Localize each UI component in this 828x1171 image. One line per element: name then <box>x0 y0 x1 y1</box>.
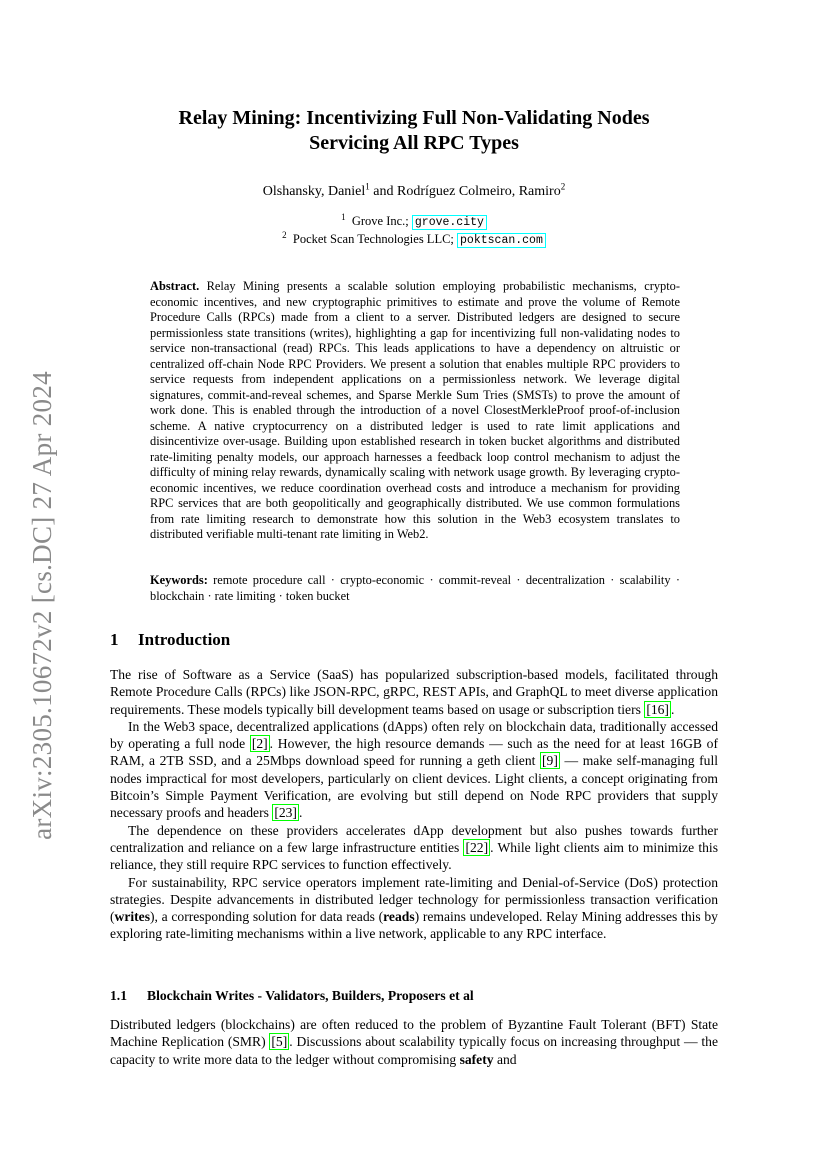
citation-link[interactable]: [22] <box>465 839 489 855</box>
text-run: ) remains undeveloped. Relay Mining addresses this by exploring rate-limiting mechanisms within a live network, applicable to any RPC interface. <box>110 909 718 942</box>
text-run: ), a corresponding solution for data reads ( <box>150 909 384 925</box>
citation-link[interactable]: [23] <box>274 805 297 821</box>
affiliations <box>110 213 718 249</box>
text-run: and <box>493 1051 517 1067</box>
affil-1-text: Grove Inc.; <box>351 214 412 228</box>
text-run: The rise of Software as a Service (SaaS) has popularized subscription-based models, facilitated through Remote Procedure Calls (RPCs) like JSON-RPC, gRPC, REST APIs, and GraphQL to meet diverse application requirements. These models typically bill development teams based on usage or subscription tiers <box>110 667 718 717</box>
affil-1-mark: 1 <box>341 211 346 222</box>
arxiv-sidebar <box>22 360 62 850</box>
citation-link[interactable]: [9] <box>542 753 558 769</box>
introduction-body <box>110 666 718 943</box>
section-number: 1 <box>110 630 119 649</box>
section-title: Introduction <box>138 630 231 649</box>
abstract <box>150 279 680 543</box>
affil-2-text: Pocket Scan Technologies LLC; <box>292 232 458 246</box>
author-list <box>110 181 718 200</box>
title-line-1: Relay Mining: Incentivizing Full Non-Validating Nodes <box>178 107 650 129</box>
author-2: Rodríguez Colmeiro, Ramiro <box>397 184 561 199</box>
affiliation-1 <box>110 213 718 231</box>
text-run: Distributed ledgers (blockchains) are often reduced to the problem of Byzantine Fault Tolerant (BFT) State Machine Replication (SMR) <box>110 1017 718 1050</box>
citation-link[interactable]: [2] <box>251 736 268 752</box>
bold-term: writes <box>114 909 151 925</box>
arxiv-identifier: arXiv:2305.10672v2 [cs.DC] 27 Apr 2024 <box>26 370 57 840</box>
text-run: For sustainability, RPC service operators implement rate-limiting and Denial-of-Service (DoS) protection strategies. Despite advancements in distributed ledger technology for permissionless transaction verification ( <box>110 874 718 925</box>
bold-term: safety <box>459 1051 494 1067</box>
paragraph <box>110 874 718 943</box>
affiliation-2 <box>110 231 718 249</box>
paragraph <box>110 1016 718 1068</box>
citation-link[interactable]: [16] <box>646 701 669 717</box>
subsection-number: 1.1 <box>110 988 127 1003</box>
text-run: . <box>670 701 675 717</box>
affil-1-link[interactable]: grove.city <box>412 215 487 230</box>
subsection-heading-blockchain-writes <box>110 988 474 1004</box>
section-heading-introduction <box>110 630 230 650</box>
text-run: The dependence on these providers accelerates dApp development but also pushes towards further centralization and reliance on a few large infrastructure entities <box>110 822 718 855</box>
author-1: Olshansky, Daniel <box>262 184 366 199</box>
text-run: . However, the high resource demands — such as the need for at least 16GB of RAM, a 2TB SSD, and a 25Mbps download speed for running a geth client <box>110 736 718 769</box>
keywords <box>150 573 680 604</box>
text-run: — make self-managing full nodes impractical for most developers, particularly on client devices. Light clients, a concept originating from Bitcoin’s Simple Payment Verification, are evolving but still depend on Node RPC providers that supply necessary proofs and headers <box>110 753 719 821</box>
subsection-title: Blockchain Writes - Validators, Builders, Proposers et al <box>147 988 474 1003</box>
text-run: . While light clients aim to minimize this reliance, they still require RPC services to function effectively. <box>110 839 718 873</box>
paragraph <box>110 718 718 822</box>
affil-2-link[interactable]: poktscan.com <box>457 233 546 248</box>
keywords-label: Keywords: <box>150 573 208 587</box>
author-1-affil-mark: 1 <box>365 181 370 192</box>
paper-title <box>110 106 718 156</box>
citation-link[interactable]: [5] <box>271 1034 288 1050</box>
abstract-label: Abstract. <box>150 279 200 293</box>
text-run: . Discussions about scalability typically focus on increasing throughput — the capacity to write more data to the ledger without compromising <box>110 1034 719 1067</box>
paragraph <box>110 666 718 718</box>
title-line-2: Servicing All RPC Types <box>309 132 519 154</box>
author-2-affil-mark: 2 <box>560 181 566 192</box>
bold-term: reads <box>383 909 415 925</box>
paragraph <box>110 822 718 874</box>
abstract-text: Relay Mining presents a scalable solution employing probabilistic mechanisms, crypto-economic incentives, and new cryptographic primitives to estimate and prove the volume of Remote Procedure Calls (RPCs) made from a client to a server. Distributed ledgers are designed to secure permissionless state transitions (writes), highlighting a gap for incentivizing full non-validating nodes to service non-transactional (read) RPCs. This leads applications to have a dependency on altruistic or centralized off-chain Node RPC Providers. We present a solution that enables multiple RPC providers to service requests from independent applications on a permissionless network. We leverage digital signatures, commit-and-reveal schemes, and Sparse Merkle Sum Tries (SMSTs) to prove the amount of work done. This is enabled through the introduction of a novel ClosestMerkleProof proof-of-inclusion scheme. A native cryptocurrency on a distributed ledger is used to rate limit applications and disincentivize over-usage. Building upon established research in token bucket algorithms and distributed rate-limiting penalty models, our approach harnesses a feedback loop control mechanism to adjust the difficulty of mining relay rewards, dynamically scaling with network usage growth. By leveraging crypto-economic incentives, we reduce coordination overhead costs and introduce a mechanism for providing RPC services that are both geopolitically and geographically distributed. We use common formulations from rate limiting research to demonstrate how this solution in the Web3 ecosystem translates to distributed verifiable multi-tenant rate limiting in Web2. <box>150 279 680 541</box>
affil-2-mark: 2 <box>282 229 287 240</box>
text-run: In the Web3 space, decentralized applications (dApps) often rely on blockchain data, traditionally accessed by operating a full node <box>110 718 718 752</box>
author-conjunction: and <box>369 184 398 199</box>
subsection-body <box>110 1016 718 1068</box>
text-run: . <box>298 805 303 821</box>
keywords-text: remote procedure call · crypto-economic · commit-reveal · decentralization · scalability · blockchain · rate limiting · token bucket <box>150 573 680 603</box>
